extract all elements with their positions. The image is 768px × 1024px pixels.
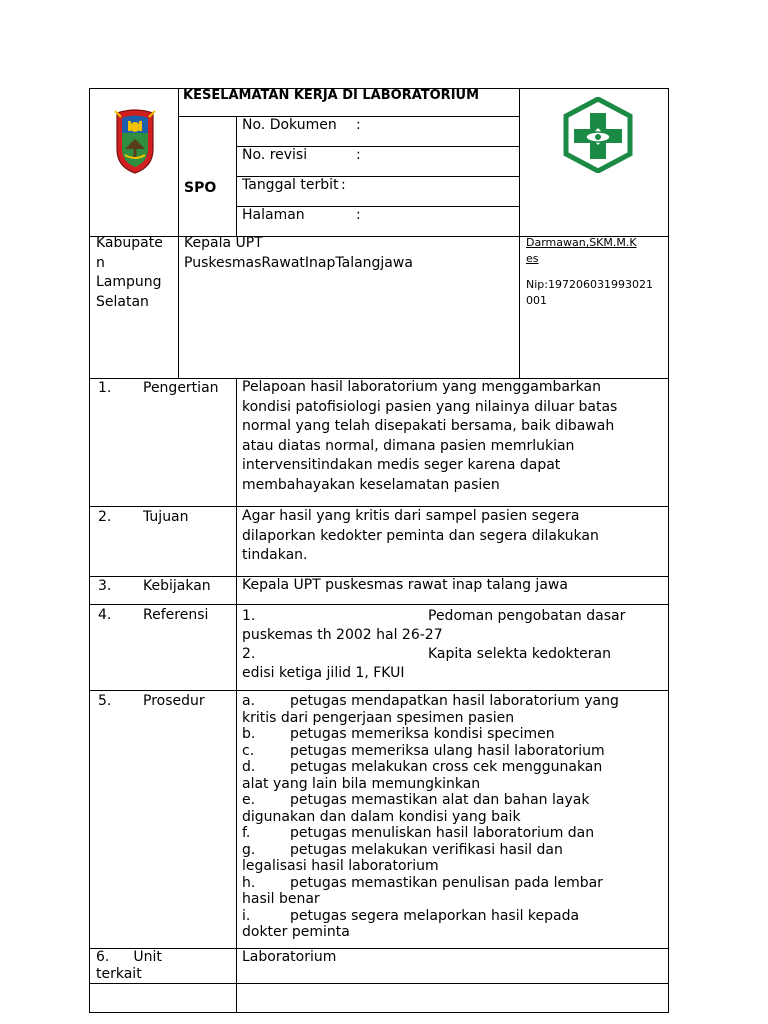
list-item: 2. Kapita selekta kedokteran bbox=[242, 646, 611, 662]
list-item: f. petugas menuliskan hasil laboratorium dan bbox=[242, 825, 595, 841]
puskesmas-cross-icon bbox=[562, 97, 634, 173]
list-item: a. petugas mendapatkan hasil laboratorium yang bbox=[242, 693, 619, 709]
list-item: h. petugas memastikan penulisan pada lembar bbox=[242, 874, 603, 891]
section-label-referensi: Referensi bbox=[143, 607, 209, 623]
list-item: kritis dari pengerjaan spesimen pasien bbox=[242, 709, 515, 726]
field-no-dokumen: No. Dokumen : bbox=[242, 117, 361, 133]
list-item: legalisasi hasil laboratorium bbox=[242, 858, 439, 874]
list-item: d. petugas melakukan cross cek menggunakan bbox=[242, 759, 603, 775]
list-item: alat yang lain bila memungkinkan bbox=[242, 775, 481, 792]
list-item: b. petugas memeriksa kondisi specimen bbox=[242, 726, 555, 742]
tujuan-text: Agar hasil yang kritis dari sampel pasien segera dilaporkan kedokter peminta dan segera dilakukan tindakan. bbox=[242, 508, 599, 563]
list-item: digunakan dan dalam kondisi yang baik bbox=[242, 808, 521, 825]
prosedur-list bbox=[242, 693, 619, 941]
field-halaman: Halaman : bbox=[242, 207, 361, 223]
section-number: 5. bbox=[98, 693, 112, 709]
section-label-pengertian: Pengertian bbox=[143, 380, 219, 396]
list-item: e. petugas memastikan alat dan bahan layak bbox=[242, 792, 590, 808]
section-number: 2. bbox=[98, 509, 112, 525]
section-number: 3. bbox=[98, 578, 112, 594]
list-item: hasil benar bbox=[242, 891, 320, 907]
kebijakan-text: Kepala UPT puskesmas rawat inap talang jawa bbox=[242, 577, 568, 593]
spo-label: SPO bbox=[184, 180, 217, 196]
section-label-prosedur: Prosedur bbox=[143, 693, 205, 709]
signer-nip: Nip:197206031993021 001 bbox=[526, 278, 653, 307]
referensi-list: 1. Pedoman pengobatan dasar puskemas th 2002 hal 26-27 2. Kapita selekta kedokteran edisi ketiga jilid 1, FKUI bbox=[242, 608, 626, 681]
list-item: 1. Pedoman pengobatan dasar bbox=[242, 608, 626, 624]
section-label-kebijakan: Kebijakan bbox=[143, 578, 211, 594]
pengertian-text: Pelapoan hasil laboratorium yang menggambarkan kondisi patofisiologi pasien yang nilainya diluar batas normal yang telah disepakati bersama, baik dibawah atau diatas normal, dimana pasien memrlukian intervensitindakan medis seger karena dapat membahayakan keselamatan pasien bbox=[242, 379, 618, 493]
list-item: i. petugas segera melaporkan hasil kepada bbox=[242, 907, 580, 924]
region-text: Kabupate n Lampung Selatan bbox=[96, 235, 163, 310]
section-number: 4. bbox=[98, 607, 112, 623]
list-item: c. petugas memeriksa ulang hasil laboratorium bbox=[242, 742, 605, 759]
list-item: dokter peminta bbox=[242, 924, 350, 940]
section-label-unit: 6. Unit terkait bbox=[96, 949, 162, 982]
list-item: g. petugas melakukan verifikasi hasil dan bbox=[242, 841, 563, 858]
field-tanggal-terbit: Tanggal terbit : bbox=[242, 177, 346, 193]
head-of-upt-text: Kepala UPT PuskesmasRawatInapTalangjawa bbox=[184, 235, 413, 271]
section-number: 1. bbox=[98, 380, 112, 396]
signer-name: Darmawan,SKM.M.K es bbox=[526, 236, 637, 265]
document-title: KESELAMATAN KERJA DI LABORATORIUM bbox=[183, 88, 480, 103]
field-no-revisi: No. revisi : bbox=[242, 147, 361, 163]
regency-crest-icon bbox=[113, 109, 157, 175]
unit-text: Laboratorium bbox=[242, 949, 337, 965]
section-label-tujuan: Tujuan bbox=[143, 509, 189, 525]
